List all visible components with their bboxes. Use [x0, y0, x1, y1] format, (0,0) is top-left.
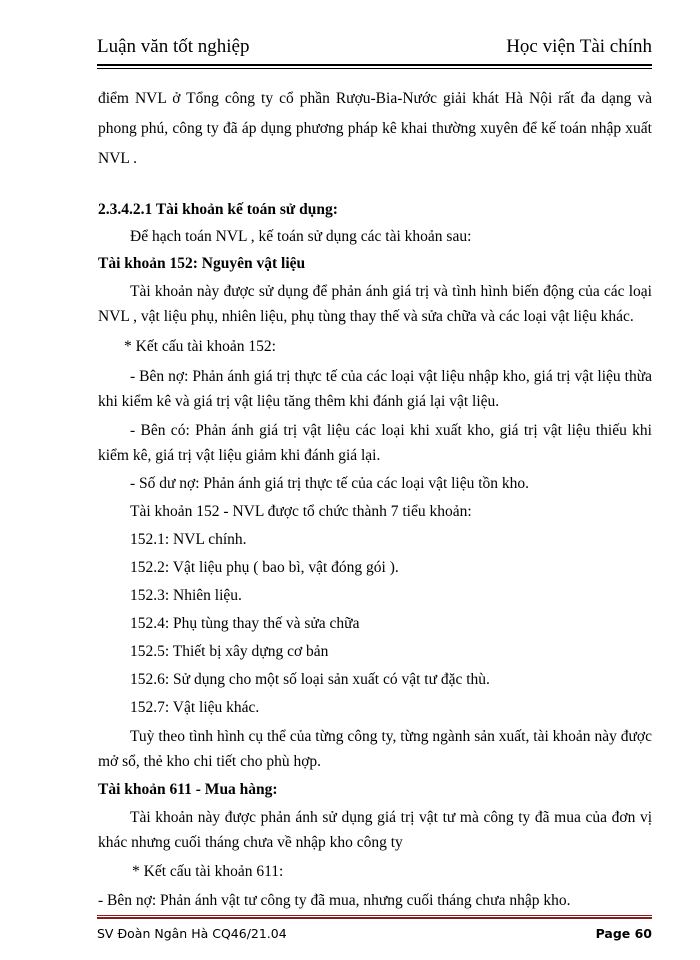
- page-footer: [97, 926, 652, 946]
- section-intro: Để hạch toán NVL , kế toán sử dụng các tài khoản sau:: [130, 228, 472, 245]
- list-item: 152.1: NVL chính.: [130, 531, 247, 548]
- tk152-debit: - Bên nợ: Phản ánh giá trị thực tế của các loại vật liệu nhập kho, giá trị vật liệu thừa khi kiểm kê và giá trị vật liệu tăng thêm khi đánh giá lại vật liệu.: [98, 368, 652, 410]
- list-item: 152.6: Sử dụng cho một số loại sản xuất có vật tư đặc thù.: [130, 671, 490, 688]
- page-number: Page 60: [595, 926, 652, 941]
- tk611-heading: Tài khoản 611 - Mua hàng:: [98, 781, 278, 798]
- tk152-credit: - Bên có: Phản ánh giá trị vật liệu các loại khi xuất kho, giá trị vật liệu thiếu khi kiểm kê, giá trị vật liệu giảm khi đánh giá lại.: [98, 422, 652, 464]
- section-heading: 2.3.4.2.1 Tài khoản kế toán sử dụng:: [98, 201, 338, 218]
- tk152-subaccounts-intro: Tài khoản 152 - NVL được tổ chức thành 7 tiểu khoản:: [130, 503, 472, 520]
- tk152-structure: * Kết cấu tài khoản 152:: [124, 338, 276, 355]
- subaccount-list: [98, 526, 652, 721]
- list-item: 152.7: Vật liệu khác.: [130, 699, 260, 716]
- tk152-heading: Tài khoản 152: Nguyên vật liệu: [98, 255, 306, 272]
- list-item: 152.5: Thiết bị xây dựng cơ bản: [130, 643, 329, 660]
- tk152-balance: - Số dư nợ: Phản ánh giá trị thực tế của các loại vật liệu tồn kho.: [130, 475, 530, 492]
- document-body: [98, 84, 652, 914]
- tk152-description: Tài khoản này được sử dụng để phản ánh giá trị và tình hình biến động của các loại NVL , vật liệu phụ, nhiên liệu, phụ tùng thay thế và sửa chữa và các loại vật liệu khác.: [98, 283, 652, 325]
- header-title-right: Học viện Tài chính: [506, 36, 652, 57]
- intro-paragraph: điểm NVL ở Tổng công ty cổ phần Rượu-Bia-Nước giải khát Hà Nội rất đa dạng và phong phú, công ty đã áp dụng phương pháp kê khai thường xuyên để kế toán nhập xuất NVL .: [98, 90, 652, 167]
- list-item: 152.3: Nhiên liệu.: [130, 587, 242, 604]
- tk611-description: Tài khoản này được phản ánh sử dụng giá trị vật tư mà công ty đã mua của đơn vị khác nhưng cuối tháng chưa về nhập kho công ty: [98, 809, 652, 851]
- header-title-left: Luận văn tốt nghiệp: [97, 36, 250, 57]
- list-item: 152.2: Vật liệu phụ ( bao bì, vật đóng gói ).: [130, 559, 399, 576]
- header-rule-thick: [97, 64, 652, 66]
- footer-author: SV Đoàn Ngân Hà CQ46/21.04: [97, 926, 287, 941]
- tk611-debit: - Bên nợ: Phản ánh vật tư công ty đã mua, nhưng cuối tháng chưa nhập kho.: [98, 892, 571, 909]
- page-header: [97, 32, 652, 60]
- tk611-structure: * Kết cấu tài khoản 611:: [132, 863, 284, 880]
- footer-rule: [97, 915, 652, 919]
- tk152-closing: Tuỳ theo tình hình cụ thể của từng công ty, từng ngành sản xuất, tài khoản này được mở sổ, thẻ kho chi tiết cho phù hợp.: [98, 728, 652, 770]
- list-item: 152.4: Phụ tùng thay thế và sửa chữa: [130, 615, 360, 632]
- header-rule-thin: [97, 68, 652, 69]
